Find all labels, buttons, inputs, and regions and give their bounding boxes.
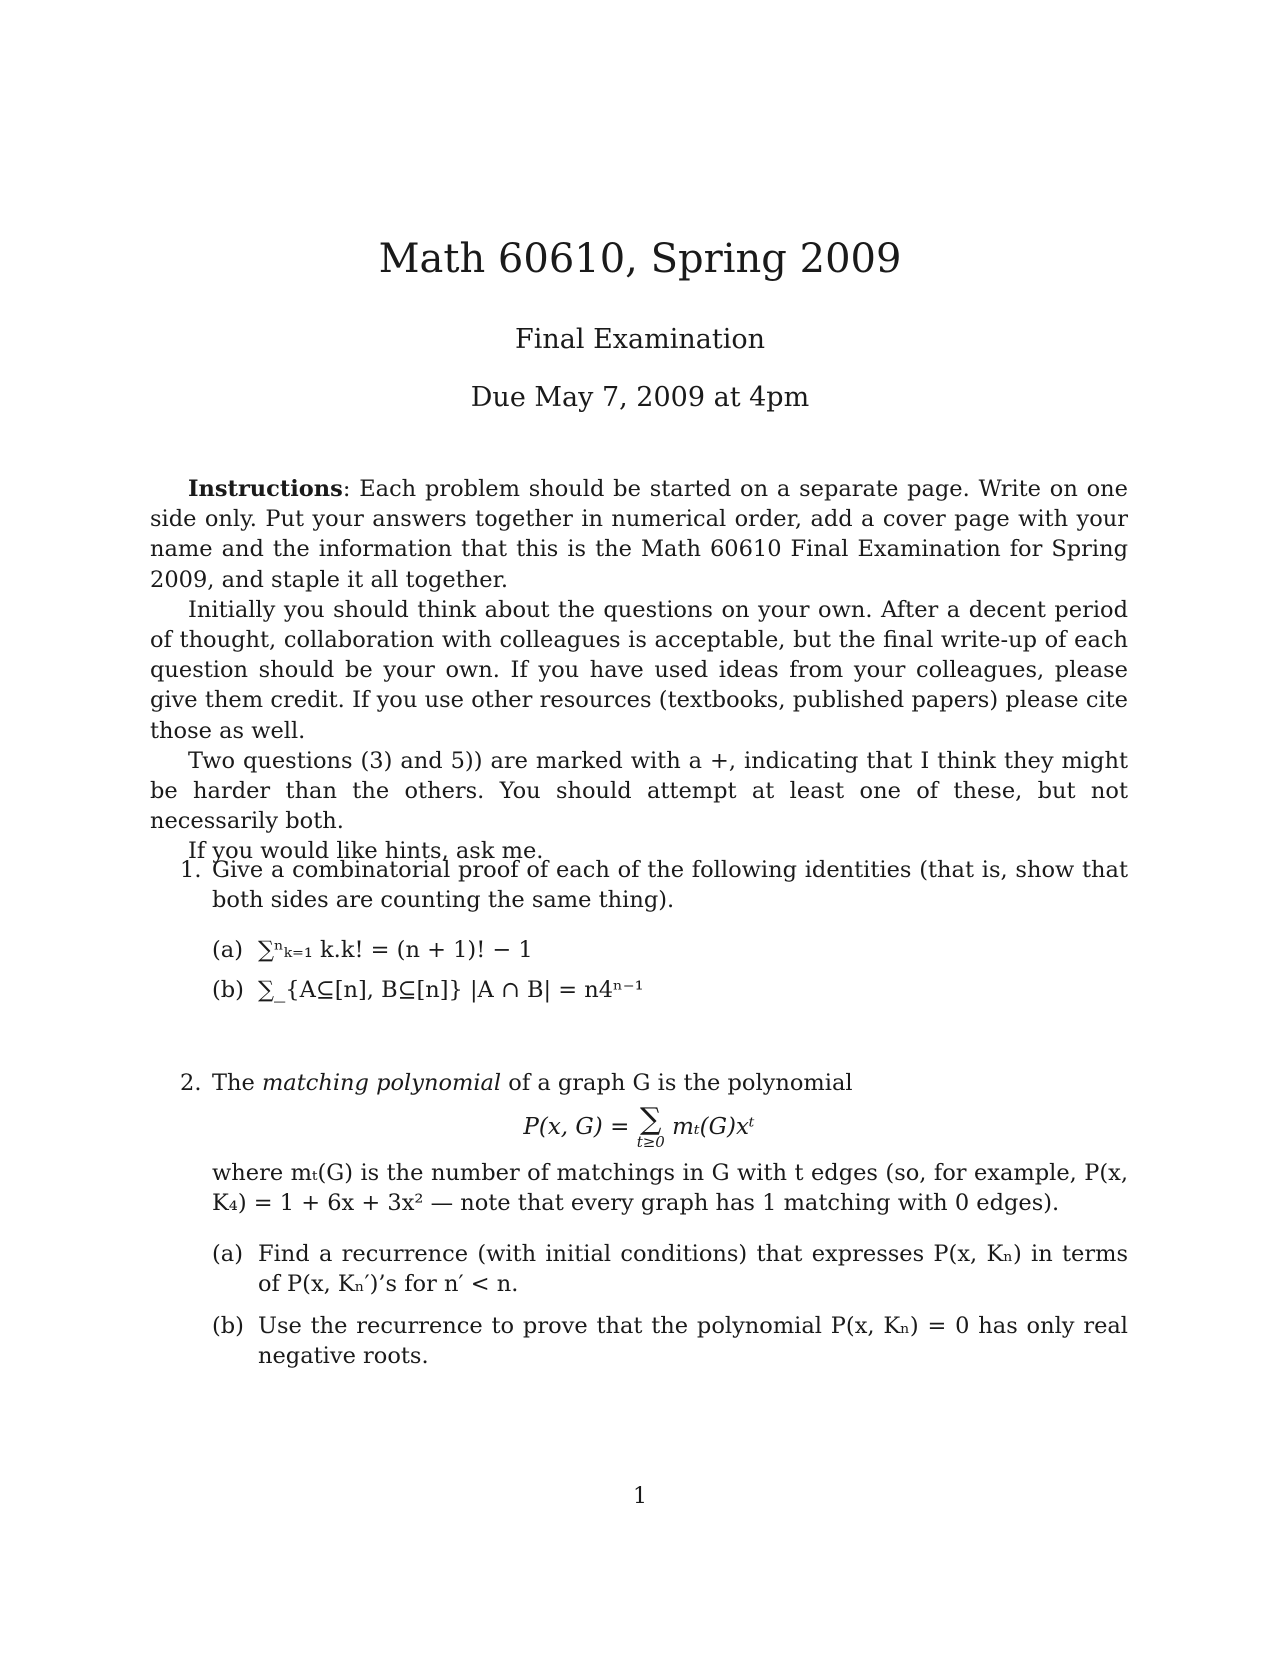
due-date: Due May 7, 2009 at 4pm bbox=[470, 382, 810, 413]
problem-2-intro-emphasis: matching polynomial bbox=[261, 1070, 502, 1096]
problem-2-intro-post: of a graph G is the polynomial bbox=[501, 1070, 853, 1096]
problem-2a bbox=[212, 1239, 1128, 1299]
problem-2-subitems bbox=[212, 1239, 1128, 1372]
problem-2-intro bbox=[212, 1068, 1128, 1098]
problem-1-text: Give a combinatorial proof of each of the following identities (that is, show that both sides are counting the same thing). bbox=[212, 857, 1128, 914]
problem-2 bbox=[150, 1068, 1128, 1383]
instructions-label: Instructions bbox=[188, 476, 343, 502]
document-title: Math 60610, Spring 2009 bbox=[378, 236, 902, 282]
formula-rhs: mₜ(G)xᵗ bbox=[672, 1114, 755, 1141]
problem-2b-label: (b) bbox=[212, 1313, 244, 1340]
page-number: 1 bbox=[633, 1484, 647, 1509]
problem-2a-text: Find a recurrence (with initial conditions) that expresses P(x, Kₙ) in terms of P(x, Kₙ′)’s for n′ < n. bbox=[258, 1240, 1128, 1297]
problem-1b-formula: ∑_{A⊆[n], B⊆[n]} |A ∩ B| = n4ⁿ⁻¹ bbox=[258, 976, 644, 1003]
problem-2b-text: Use the recurrence to prove that the polynomial P(x, Kₙ) = 0 has only real negative roots. bbox=[258, 1313, 1128, 1370]
instructions-section bbox=[150, 474, 1128, 867]
instructions-text-1: : Each problem should be started on a separate page. Write on one side only. Put your answers together in numerical order, add a cover page with your name and the information that this is the Math 60610 Final Examination for Spring 2009, and staple it all together. bbox=[150, 476, 1128, 593]
problem-2-number: 2. bbox=[180, 1070, 202, 1096]
formula-lhs: P(x, G) = bbox=[523, 1114, 637, 1141]
summation-subscript: t≥0 bbox=[636, 1133, 665, 1152]
problem-2b bbox=[212, 1311, 1128, 1371]
problem-2-intro-pre: The bbox=[212, 1070, 262, 1096]
problem-1b bbox=[212, 975, 1128, 1005]
problem-1-subitems bbox=[212, 935, 1128, 1004]
problem-2-where-text: where mₜ(G) is the number of matchings in G with t edges (so, for example, P(x, K₄) = 1 + 6x + 3x² — note that every graph has 1 matching with 0 edges). bbox=[212, 1160, 1128, 1217]
problem-1 bbox=[150, 855, 1128, 1014]
document-subtitle: Final Examination bbox=[515, 324, 765, 355]
instructions-paragraph-2: Initially you should think about the questions on your own. After a decent period of thought, collaboration with colleagues is acceptable, but the final write-up of each question should be your own. If you have used ideas from your colleagues, please give them credit. If you use other resources (textbooks, published papers) please cite those as well. bbox=[150, 596, 1128, 744]
problem-1-number: 1. bbox=[180, 857, 202, 883]
instructions-paragraph-3: Two questions (3) and 5)) are marked with a +, indicating that I think they might be harder than the others. You should attempt at least one of these, but not necessarily both. bbox=[150, 747, 1128, 835]
instructions-paragraph-1 bbox=[150, 474, 1128, 595]
problem-1a-label: (a) bbox=[212, 937, 243, 964]
problem-1b-label: (b) bbox=[212, 976, 244, 1003]
matching-polynomial-formula bbox=[150, 1102, 1128, 1152]
problem-2a-label: (a) bbox=[212, 1240, 243, 1267]
summation-symbol: ∑ t≥0 bbox=[636, 1102, 665, 1152]
problem-1a bbox=[212, 935, 1128, 965]
instructions-paragraph-4: If you would like hints, ask me. bbox=[188, 838, 544, 865]
problem-1a-formula: ∑ⁿₖ₌₁ k.k! = (n + 1)! − 1 bbox=[258, 937, 533, 964]
